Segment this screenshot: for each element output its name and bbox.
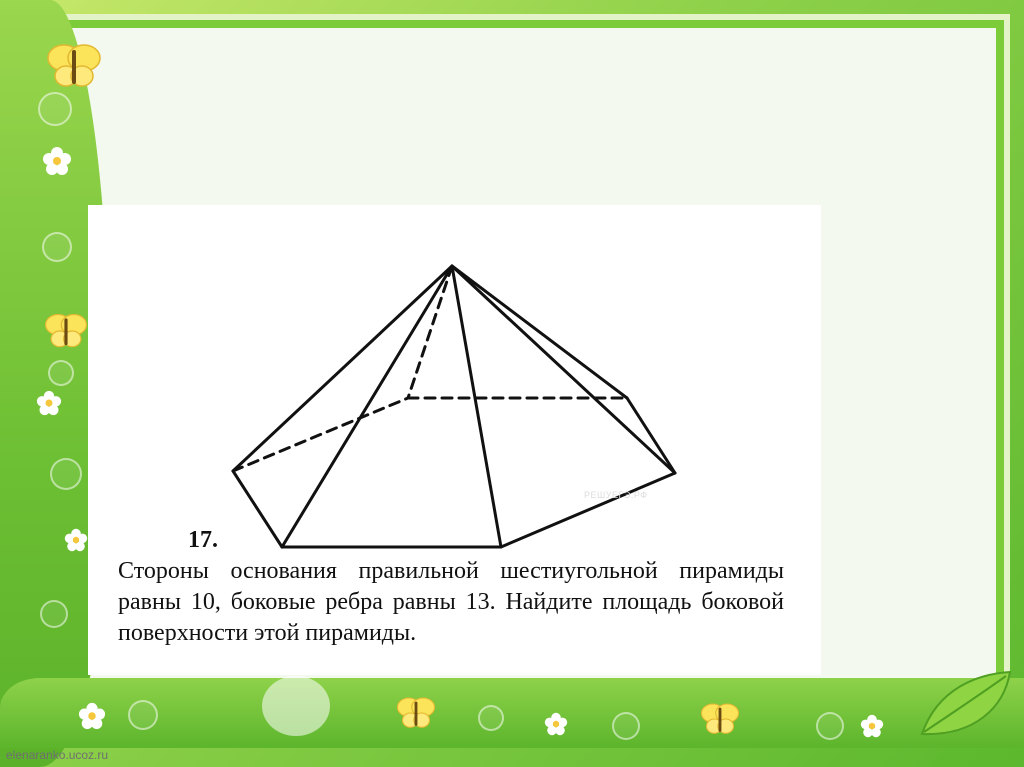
- decor-bubble: [478, 705, 504, 731]
- flower-icon: [78, 702, 106, 730]
- butterfly-icon: [700, 700, 740, 738]
- decor-bubble: [42, 232, 72, 262]
- butterfly-icon: [396, 694, 436, 732]
- flower-icon: [36, 390, 62, 416]
- decor-bubble: [48, 360, 74, 386]
- task-card: [88, 205, 821, 675]
- butterfly-icon: [44, 310, 88, 352]
- decor-flower-large: [262, 676, 330, 736]
- task-number: 17.: [188, 527, 218, 553]
- flower-icon: [860, 714, 884, 738]
- leaf-icon: [918, 668, 1014, 742]
- decor-bubble: [40, 600, 68, 628]
- decor-bubble: [50, 458, 82, 490]
- footer-url: elenaranko.ucoz.ru: [6, 748, 109, 762]
- decor-bubble: [816, 712, 844, 740]
- flower-icon: [64, 528, 88, 552]
- butterfly-icon: [46, 40, 102, 92]
- task-text: Стороны основания правильной шестиугольной пирамиды равны 10, боковые ребра равны 13. Найдите площадь боковой поверхности этой пирамиды.: [118, 558, 784, 646]
- decor-bubble: [38, 92, 72, 126]
- decor-bubble: [128, 700, 158, 730]
- flower-icon: [42, 146, 72, 176]
- watermark: РЕШУЕГЭ.РФ: [584, 490, 648, 500]
- flower-icon: [544, 712, 568, 736]
- hexagonal-pyramid-figure: [88, 205, 821, 555]
- decor-bubble: [612, 712, 640, 740]
